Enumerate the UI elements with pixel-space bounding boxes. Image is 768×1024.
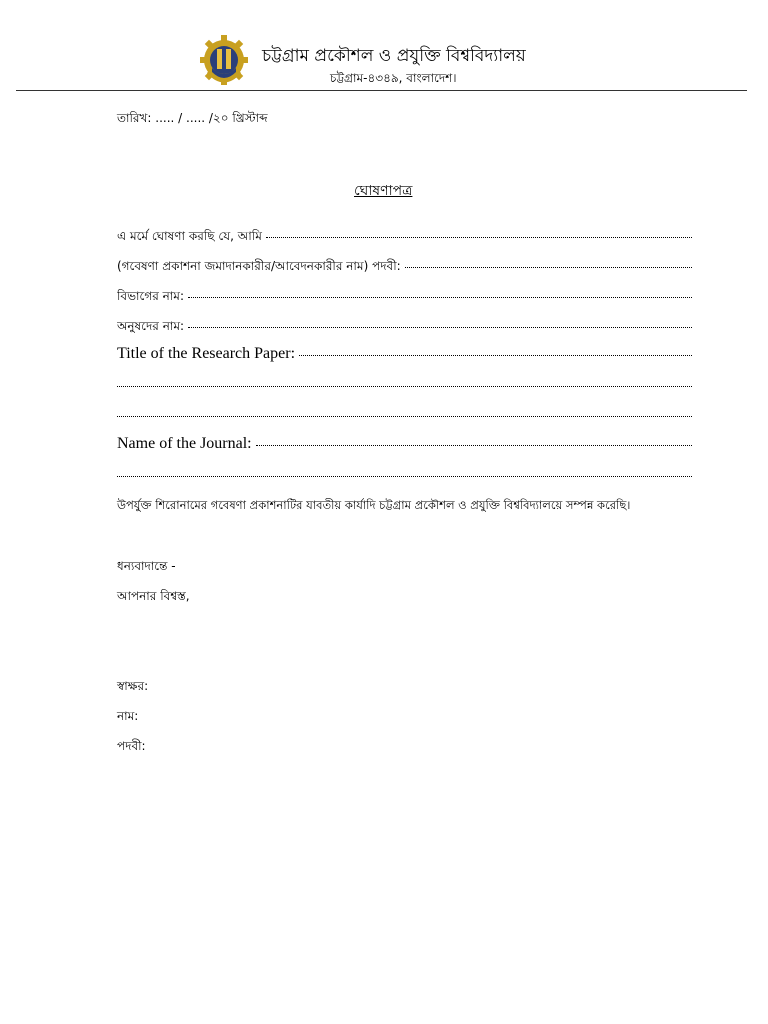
designation-fill-field[interactable] [405,267,692,268]
name-label: নাম: [117,709,139,723]
faculty-label: অনুষদের নাম: [117,319,185,333]
journal-fill-field[interactable] [256,445,692,446]
paper-title-line [117,345,692,363]
date-line: তারিখ: ..... / ..... /২০ খ্রিস্টাব্দ [117,111,268,125]
journal-fill-field-2[interactable] [117,476,692,477]
paper-title-fill-field-3[interactable] [117,416,692,417]
header-divider [16,90,747,91]
closing-yours: আপনার বিশ্বস্ত, [117,589,190,603]
paper-title-continuation-2 [117,408,692,424]
declare-line [117,228,692,248]
journal-line [117,435,692,453]
department-line [117,288,692,308]
applicant-label: (গবেষণা প্রকাশনা জমাদানকারীর/আবেদনকারীর নাম) পদবী: [117,259,401,273]
paper-title-fill-field-2[interactable] [117,386,692,387]
paper-title-fill-field[interactable] [299,355,692,356]
signature-label: স্বাক্ষর: [117,679,149,693]
gear-emblem-icon [200,32,248,92]
paper-title-continuation-1 [117,378,692,394]
closing-thanks: ধন্যবাদান্তে - [117,559,176,573]
university-logo [200,32,248,92]
university-name: চট্টগ্রাম প্রকৌশল ও প্রযুক্তি বিশ্ববিদ্যালয় [262,46,526,66]
faculty-fill-field[interactable] [188,327,692,328]
faculty-line [117,318,692,338]
department-label: বিভাগের নাম: [117,289,184,303]
department-fill-field[interactable] [188,297,692,298]
journal-continuation [117,468,692,484]
paper-title-label: Title of the Research Paper: [117,345,296,362]
university-address: চট্টগ্রাম-৪৩৪৯, বাংলাদেশ। [330,71,457,85]
declaration-statement: উপর্যুক্ত শিরোনামের গবেষণা প্রকাশনাটির যাবতীয় কার্যাদি চট্টগ্রাম প্রকৌশল ও প্রযুক্তি বিশ্ববিদ্যালয়ে সম্পন্ন করেছি। [117,498,631,512]
declare-fill-field[interactable] [266,237,692,238]
applicant-line [117,258,692,278]
designation-label: পদবী: [117,739,146,753]
page-title: ঘোষণাপত্র [354,183,413,199]
journal-label: Name of the Journal: [117,435,252,452]
declare-label: এ মর্মে ঘোষণা করছি যে, আমি [117,229,262,243]
